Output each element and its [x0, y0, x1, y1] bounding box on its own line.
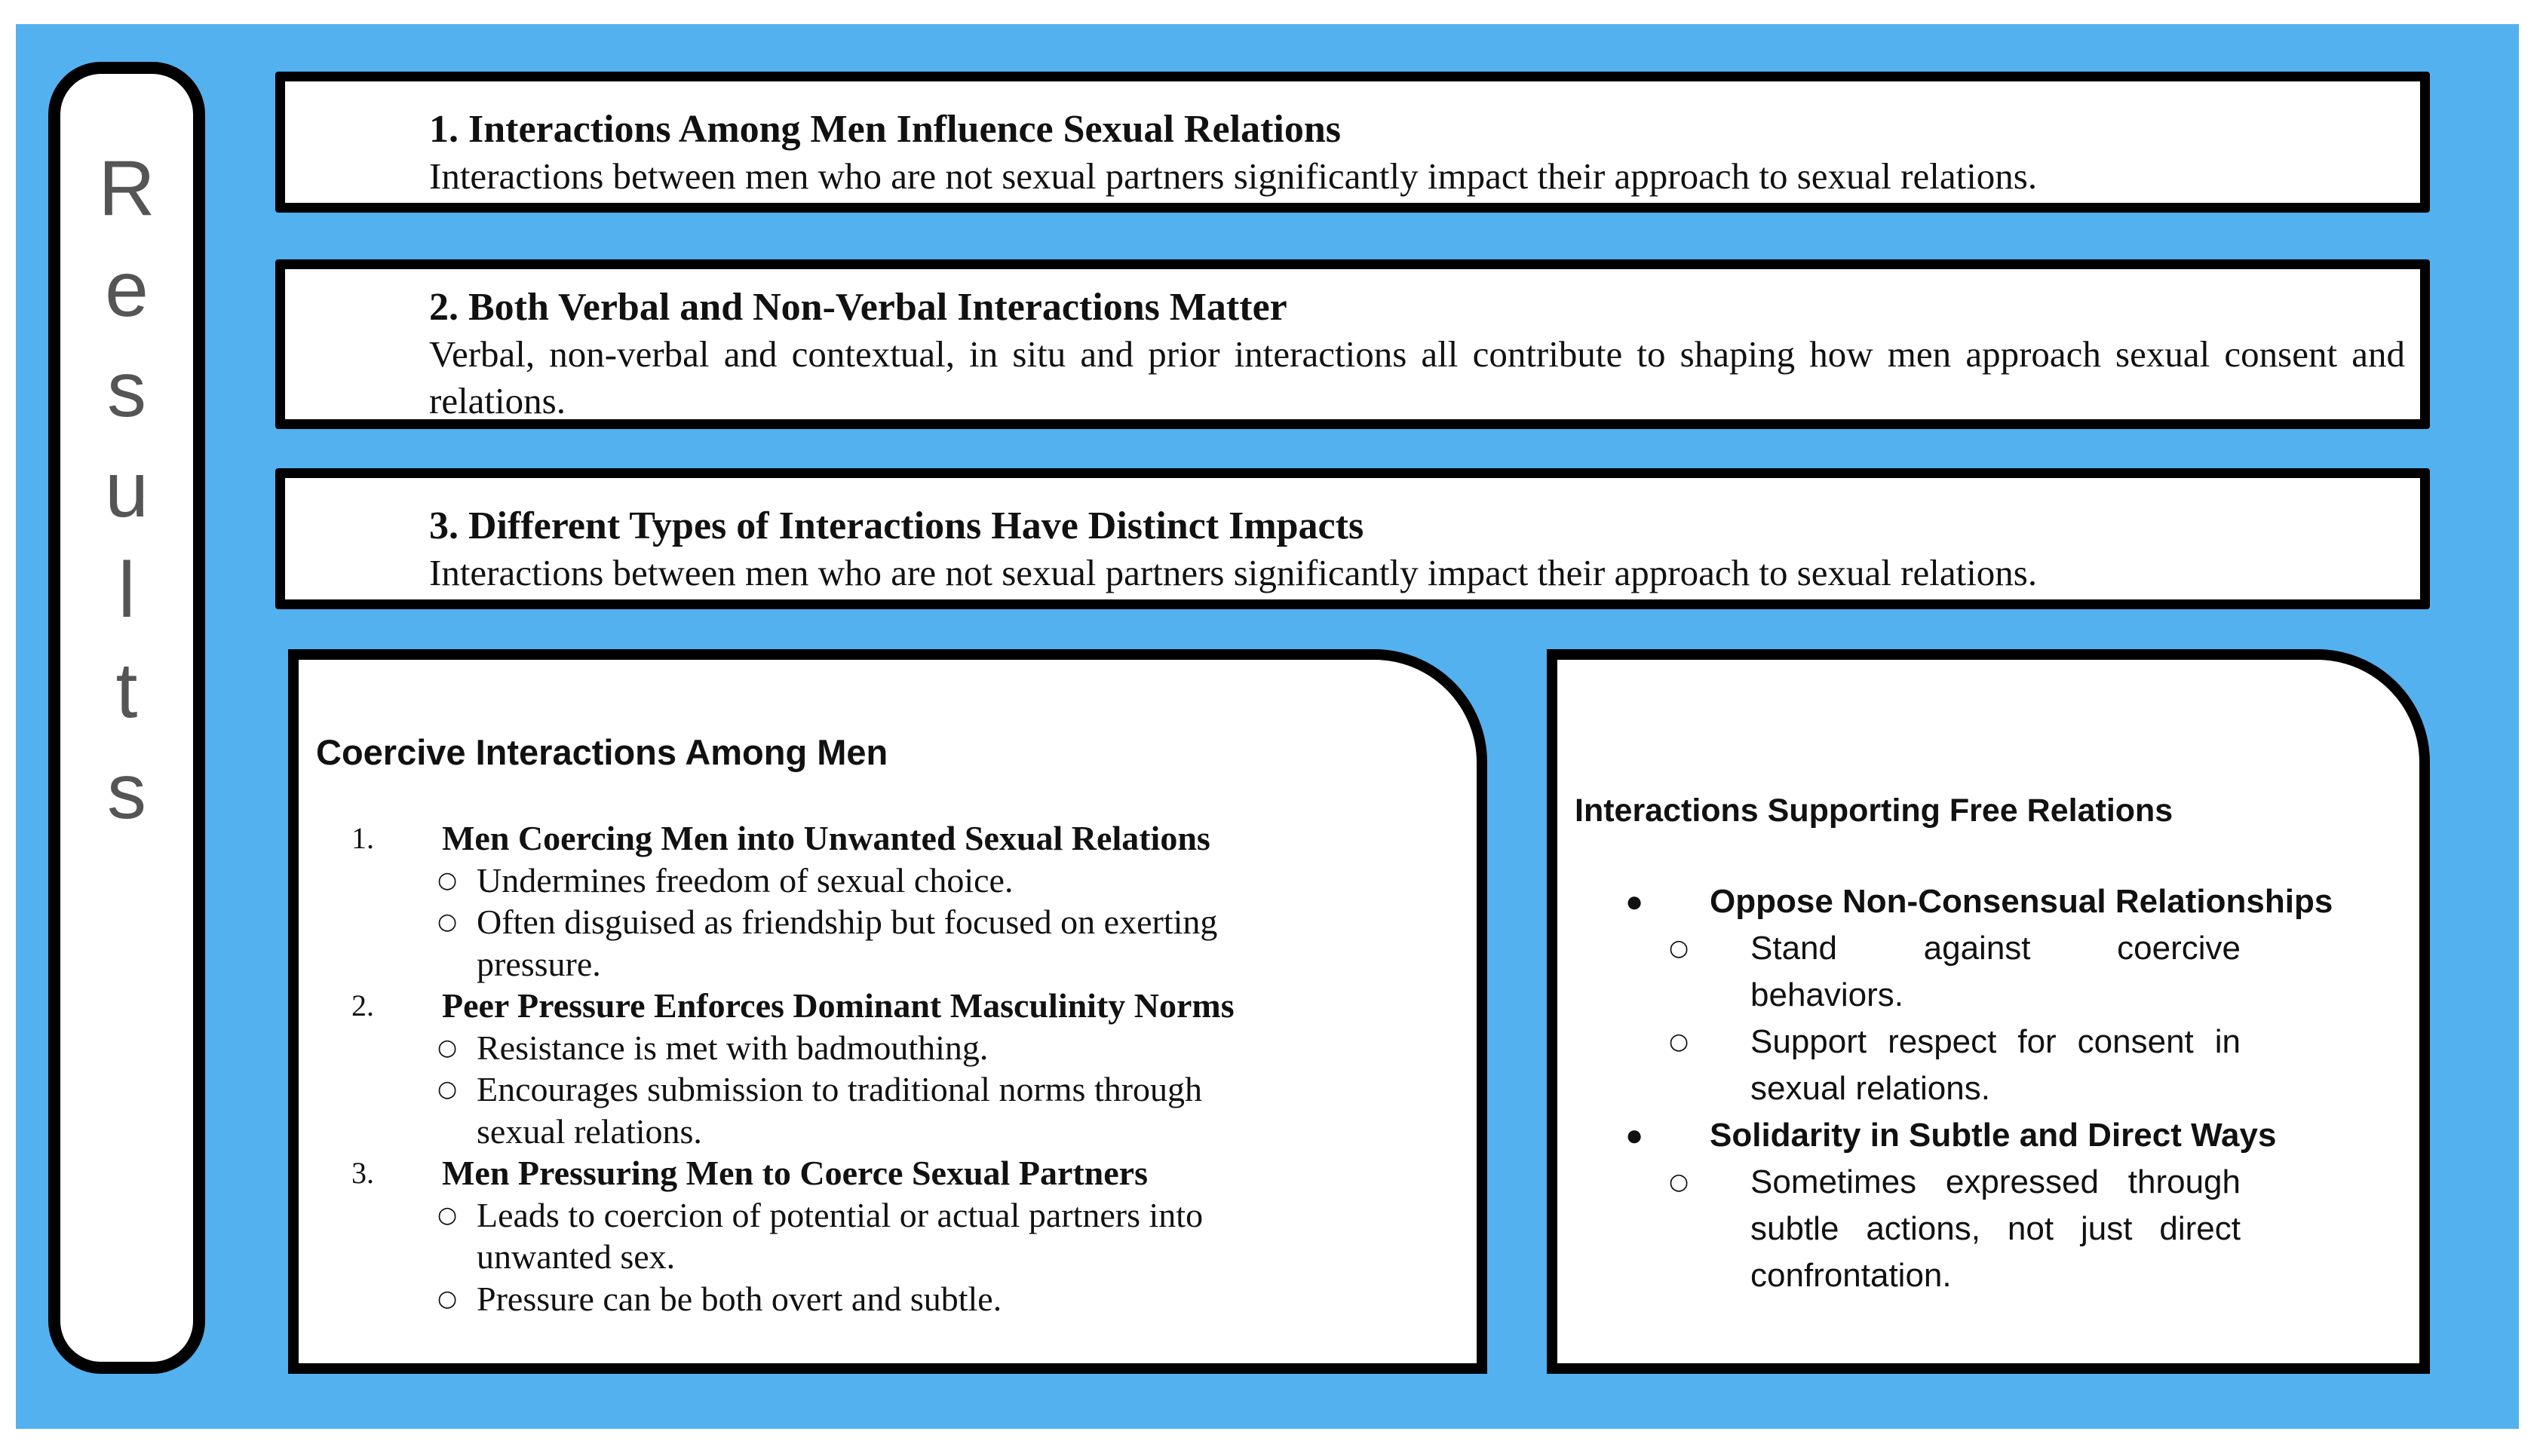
sub-item	[1625, 1159, 2241, 1299]
sub-item-text: Stand against coercive behaviors.	[1750, 930, 2241, 1013]
circle-bullet-icon: ○	[437, 1201, 458, 1228]
sub-item-text: Encourages submission to traditional norms through sexual relations.	[477, 1070, 1203, 1151]
item-number: 2.	[351, 989, 374, 1022]
finding-title: 3. Different Types of Interactions Have Distinct Impacts	[429, 504, 1364, 547]
item-title: Solidarity in Subtle and Direct Ways	[1710, 1117, 2277, 1154]
item-title: Peer Pressure Enforces Dominant Masculinity Norms	[442, 986, 1235, 1025]
sub-item	[351, 1068, 1249, 1152]
sub-item-text: Undermines freedom of sexual choice.	[477, 860, 1014, 900]
sub-item-text: Resistance is met with badmouthing.	[477, 1028, 989, 1067]
finding-body: Interactions between men who are not sexual partners significantly impact their approach to sexual relations.	[429, 155, 2038, 197]
panel-heading: Coercive Interactions Among Men	[316, 732, 888, 772]
supportive-list	[1625, 878, 2379, 1299]
sub-item	[351, 901, 1249, 985]
finding-box-2	[275, 259, 2430, 429]
side-letter: e	[105, 246, 149, 333]
circle-bullet-icon: ○	[437, 909, 458, 935]
panel-heading: Interactions Supporting Free Relations	[1575, 792, 2173, 829]
sub-item	[1625, 925, 2241, 1019]
sub-item-text: Sometimes expressed through subtle actions, not just direct confrontation.	[1750, 1163, 2241, 1294]
finding-body: Interactions between men who are not sexual partners significantly impact their approach to sexual relations.	[429, 552, 2038, 593]
sub-item	[351, 1194, 1249, 1278]
sub-item	[1625, 1019, 2241, 1112]
circle-bullet-icon: ○	[1669, 935, 1689, 961]
circle-bullet-icon: ○	[437, 866, 458, 894]
list-item	[351, 1152, 1407, 1194]
finding-title: 2. Both Verbal and Non-Verbal Interactions Matter	[429, 286, 1287, 329]
bullet-icon: ●	[1625, 1119, 1644, 1152]
side-letter: t	[115, 647, 138, 734]
supportive-interactions-panel	[1547, 649, 2430, 1374]
sub-item	[351, 1278, 1249, 1320]
circle-bullet-icon: ○	[1669, 1169, 1689, 1195]
item-number: 1.	[351, 821, 374, 855]
sub-item-text: Leads to coercion of potential or actual partners into unwanted sex.	[477, 1195, 1204, 1276]
list-item	[1625, 1112, 2379, 1159]
circle-bullet-icon: ○	[437, 1285, 458, 1312]
circle-bullet-icon: ○	[1669, 1028, 1689, 1055]
item-title: Men Pressuring Men to Coerce Sexual Partners	[442, 1154, 1148, 1192]
finding-body: Verbal, non-verbal and contextual, in situ and prior interactions all contribute to shaping how men approach sexual consent and relations.	[429, 333, 2405, 421]
list-item	[351, 985, 1407, 1027]
circle-bullet-icon: ○	[437, 1034, 458, 1061]
list-item	[351, 817, 1407, 860]
sub-item	[351, 860, 1249, 902]
sub-item-text: Often disguised as friendship but focused on exerting pressure.	[477, 903, 1218, 983]
side-letter: s	[107, 748, 146, 835]
sub-item-text: Support respect for consent in sexual relations.	[1750, 1023, 2241, 1107]
side-letter: R	[98, 145, 155, 232]
finding-box-3	[275, 468, 2430, 609]
sub-item-text: Pressure can be both overt and subtle.	[477, 1279, 1002, 1318]
bullet-icon: ●	[1625, 885, 1644, 918]
side-letter: l	[118, 547, 136, 634]
coercive-list	[351, 817, 1407, 1320]
item-title: Oppose Non-Consensual Relationships	[1710, 883, 2333, 920]
finding-title: 1. Interactions Among Men Influence Sexual Relations	[429, 108, 1341, 151]
item-number: 3.	[351, 1156, 374, 1190]
item-title: Men Coercing Men into Unwanted Sexual Relations	[442, 819, 1210, 857]
circle-bullet-icon: ○	[437, 1076, 458, 1102]
side-letter: u	[105, 446, 149, 534]
side-letter: s	[107, 346, 146, 434]
list-item	[1625, 878, 2379, 925]
results-side-label	[48, 62, 205, 1374]
sub-item	[351, 1027, 1249, 1069]
coercive-interactions-panel	[288, 649, 1487, 1374]
finding-box-1	[275, 72, 2430, 213]
